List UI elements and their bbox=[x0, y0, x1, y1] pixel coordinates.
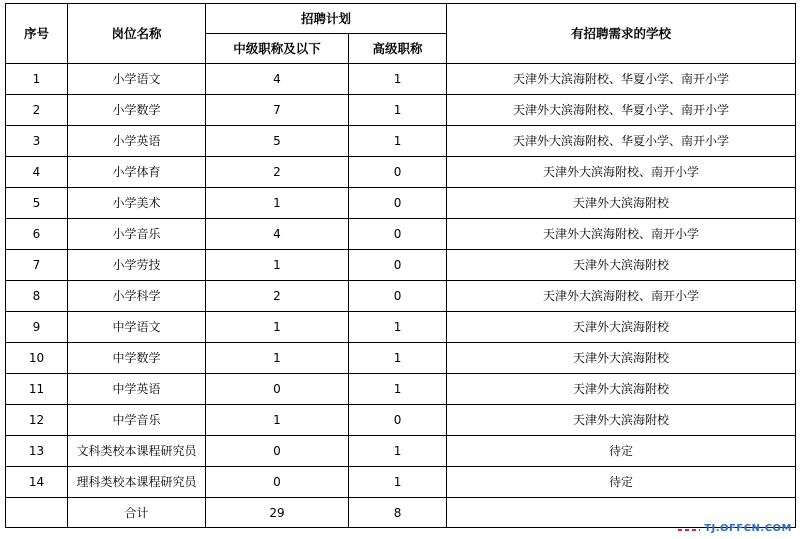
mid-cell: 0 bbox=[206, 467, 349, 498]
total-mid: 29 bbox=[206, 498, 349, 528]
schools-cell: 天津外大滨海附校 bbox=[447, 250, 796, 281]
seq-cell: 7 bbox=[6, 250, 68, 281]
position-cell: 中学数学 bbox=[68, 343, 206, 374]
table-row bbox=[6, 64, 796, 95]
mid-cell: 4 bbox=[206, 219, 349, 250]
seq-cell: 2 bbox=[6, 95, 68, 126]
seq-cell: 1 bbox=[6, 64, 68, 95]
senior-cell: 1 bbox=[349, 95, 447, 126]
mid-cell: 1 bbox=[206, 188, 349, 219]
senior-cell: 1 bbox=[349, 467, 447, 498]
position-cell: 小学语文 bbox=[68, 64, 206, 95]
seq-cell: 3 bbox=[6, 126, 68, 157]
senior-cell: 0 bbox=[349, 188, 447, 219]
senior-cell: 1 bbox=[349, 343, 447, 374]
senior-cell: 0 bbox=[349, 281, 447, 312]
schools-cell: 天津外大滨海附校、华夏小学、南开小学 bbox=[447, 95, 796, 126]
seq-cell: 9 bbox=[6, 312, 68, 343]
senior-cell: 1 bbox=[349, 374, 447, 405]
position-cell: 小学音乐 bbox=[68, 219, 206, 250]
position-cell: 小学体育 bbox=[68, 157, 206, 188]
table-row bbox=[6, 126, 796, 157]
schools-cell: 天津外大滨海附校、华夏小学、南开小学 bbox=[447, 126, 796, 157]
mid-cell: 1 bbox=[206, 343, 349, 374]
mid-cell: 2 bbox=[206, 157, 349, 188]
schools-cell: 天津外大滨海附校 bbox=[447, 343, 796, 374]
position-cell: 理科类校本课程研究员 bbox=[68, 467, 206, 498]
table-row bbox=[6, 219, 796, 250]
senior-cell: 0 bbox=[349, 157, 447, 188]
mid-cell: 1 bbox=[206, 405, 349, 436]
total-senior: 8 bbox=[349, 498, 447, 528]
seq-cell: 10 bbox=[6, 343, 68, 374]
header-senior: 高级职称 bbox=[349, 34, 447, 64]
position-cell: 文科类校本课程研究员 bbox=[68, 436, 206, 467]
position-cell: 小学劳技 bbox=[68, 250, 206, 281]
table-row bbox=[6, 250, 796, 281]
position-cell: 中学语文 bbox=[68, 312, 206, 343]
mid-cell: 2 bbox=[206, 281, 349, 312]
position-cell: 小学数学 bbox=[68, 95, 206, 126]
schools-cell: 待定 bbox=[447, 436, 796, 467]
seq-cell: 11 bbox=[6, 374, 68, 405]
total-row bbox=[6, 498, 796, 528]
table-row bbox=[6, 188, 796, 219]
seq-cell: 12 bbox=[6, 405, 68, 436]
schools-cell: 天津外大滨海附校 bbox=[447, 312, 796, 343]
header-mid: 中级职称及以下 bbox=[206, 34, 349, 64]
schools-cell: 待定 bbox=[447, 467, 796, 498]
senior-cell: 0 bbox=[349, 219, 447, 250]
mid-cell: 0 bbox=[206, 374, 349, 405]
schools-cell: 天津外大滨海附校、南开小学 bbox=[447, 281, 796, 312]
schools-cell: 天津外大滨海附校、南开小学 bbox=[447, 219, 796, 250]
senior-cell: 0 bbox=[349, 405, 447, 436]
schools-cell: 天津外大滨海附校 bbox=[447, 405, 796, 436]
table-row bbox=[6, 157, 796, 188]
senior-cell: 1 bbox=[349, 436, 447, 467]
mid-cell: 0 bbox=[206, 436, 349, 467]
table-row bbox=[6, 312, 796, 343]
schools-cell: 天津外大滨海附校 bbox=[447, 188, 796, 219]
position-cell: 小学美术 bbox=[68, 188, 206, 219]
table-row bbox=[6, 374, 796, 405]
senior-cell: 1 bbox=[349, 126, 447, 157]
seq-cell: 6 bbox=[6, 219, 68, 250]
seq-cell: 4 bbox=[6, 157, 68, 188]
position-cell: 中学音乐 bbox=[68, 405, 206, 436]
schools-cell: 天津外大滨海附校、南开小学 bbox=[447, 157, 796, 188]
mid-cell: 4 bbox=[206, 64, 349, 95]
watermark-logo: TJ.OFFCN.COM bbox=[678, 523, 792, 534]
mid-cell: 1 bbox=[206, 250, 349, 281]
position-cell: 小学科学 bbox=[68, 281, 206, 312]
seq-cell: 5 bbox=[6, 188, 68, 219]
table-row bbox=[6, 436, 796, 467]
position-cell: 中学英语 bbox=[68, 374, 206, 405]
senior-cell: 1 bbox=[349, 64, 447, 95]
total-seq-cell bbox=[6, 498, 68, 528]
table-row bbox=[6, 95, 796, 126]
table-row bbox=[6, 467, 796, 498]
header-schools: 有招聘需求的学校 bbox=[447, 4, 796, 64]
position-cell: 小学英语 bbox=[68, 126, 206, 157]
senior-cell: 1 bbox=[349, 312, 447, 343]
seq-cell: 14 bbox=[6, 467, 68, 498]
total-label: 合计 bbox=[68, 498, 206, 528]
header-plan: 招聘计划 bbox=[206, 4, 447, 34]
table-row bbox=[6, 343, 796, 374]
schools-cell: 天津外大滨海附校 bbox=[447, 374, 796, 405]
header-position: 岗位名称 bbox=[68, 4, 206, 64]
table-row bbox=[6, 281, 796, 312]
schools-cell: 天津外大滨海附校、华夏小学、南开小学 bbox=[447, 64, 796, 95]
senior-cell: 0 bbox=[349, 250, 447, 281]
recruitment-table bbox=[5, 3, 796, 528]
table-row bbox=[6, 405, 796, 436]
seq-cell: 13 bbox=[6, 436, 68, 467]
seq-cell: 8 bbox=[6, 281, 68, 312]
mid-cell: 7 bbox=[206, 95, 349, 126]
mid-cell: 1 bbox=[206, 312, 349, 343]
header-seq: 序号 bbox=[6, 4, 68, 64]
mid-cell: 5 bbox=[206, 126, 349, 157]
